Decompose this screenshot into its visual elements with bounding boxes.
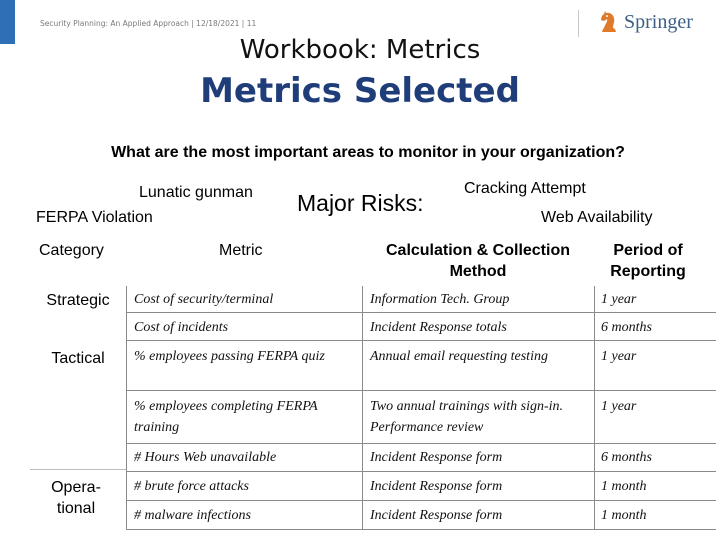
period-cell: 1 year (601, 399, 637, 414)
metric-cell: Cost of incidents (134, 320, 229, 335)
metric-cell: # Hours Web unavailable (134, 450, 277, 465)
risk-ferpa-violation: FERPA Violation (36, 209, 153, 226)
header-divider (578, 10, 579, 37)
metric-cell: Cost of security/terminal (134, 292, 274, 307)
category-strategic: Strategic (46, 292, 110, 309)
risk-lunatic-gunman: Lunatic gunman (139, 184, 253, 201)
category-tactical: Tactical (51, 350, 105, 367)
column-header-period: Period of Reporting (610, 242, 686, 280)
row-divider (126, 312, 716, 313)
column-divider (126, 286, 127, 530)
method-cell: Information Tech. Group (370, 292, 510, 307)
logo-wordmark: Springer (624, 10, 693, 33)
column-header-metric: Metric (219, 242, 263, 259)
period-cell: 1 month (601, 508, 647, 523)
category-divider (30, 469, 126, 470)
major-risks-label: Major Risks: (297, 190, 424, 216)
row-divider (126, 529, 716, 530)
row-divider (126, 471, 716, 472)
row-divider (126, 390, 716, 391)
slide-title: Workbook: Metrics (239, 35, 481, 65)
method-cell: Incident Response form (370, 508, 503, 523)
springer-logo (598, 10, 693, 34)
period-cell: 6 months (601, 320, 652, 335)
slide-header-text: Security Planning: An Applied Approach | 12/18/2021 | 11 (40, 19, 257, 28)
category-operational: Opera-tional (51, 479, 101, 517)
chess-knight-icon (598, 10, 620, 34)
metric-cell: % employees completing FERPA training (134, 399, 318, 435)
method-cell: Incident Response form (370, 479, 503, 494)
slide-subtitle: Metrics Selected (200, 71, 520, 111)
method-cell: Two annual trainings with sign-in. Performance review (370, 399, 564, 435)
column-divider (594, 286, 595, 530)
metric-cell: # brute force attacks (134, 479, 249, 494)
metric-cell: # malware infections (134, 508, 251, 523)
period-cell: 6 months (601, 450, 652, 465)
method-cell: Incident Response totals (370, 320, 507, 335)
metric-cell: % employees passing FERPA quiz (134, 349, 325, 364)
column-divider (362, 286, 363, 530)
question-text: What are the most important areas to monitor in your organization? (111, 144, 625, 161)
period-cell: 1 month (601, 479, 647, 494)
risk-cracking-attempt: Cracking Attempt (464, 180, 586, 197)
method-cell: Annual email requesting testing (370, 349, 548, 364)
period-cell: 1 year (601, 292, 637, 307)
row-divider (126, 500, 716, 501)
risk-web-availability: Web Availability (541, 209, 653, 226)
period-cell: 1 year (601, 349, 637, 364)
row-divider (126, 443, 716, 444)
method-cell: Incident Response form (370, 450, 503, 465)
row-divider (126, 340, 716, 341)
column-header-method: Calculation & Collection Method (385, 242, 570, 280)
column-header-category: Category (39, 242, 104, 259)
